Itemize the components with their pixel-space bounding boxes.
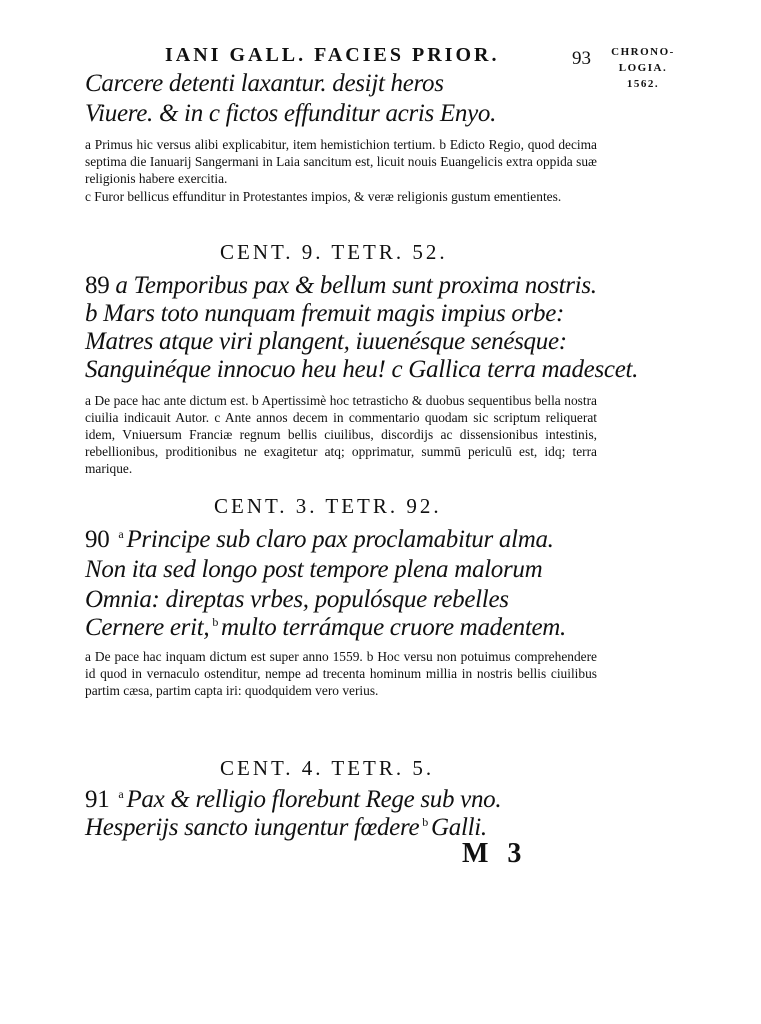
quatrain-number: 90	[85, 526, 110, 553]
verse-line	[85, 526, 554, 554]
commentary-note: a Primus hic versus alibi explicabitur, item hemistichion tertium. b Edicto Regio, quod decima septima die Ianuarij Sangermani in Laia sancitum est, licuit nouis Euangelicis extra oppida suæ religionis habere exercitia.	[85, 137, 597, 186]
verse-line	[85, 786, 501, 814]
section-heading: CENT. 9. TETR. 52.	[220, 240, 448, 264]
section-heading: CENT. 3. TETR. 92.	[214, 494, 442, 518]
margin-note-line: CHRONO-	[611, 46, 675, 58]
margin-note	[603, 44, 683, 92]
verse-text: Principe sub claro pax proclamabitur alma.	[126, 526, 554, 553]
footnote-marker: a	[118, 786, 124, 801]
margin-note-line: 1562.	[626, 78, 660, 90]
commentary-note: a De pace hac ante dictum est. b Apertissimè hoc tetrasticho & duobus sequentibus bella nostra ciuilia indicauit Autor. c Ante annos decem in commentario quodam sic scriptum reliquerat idem, Vniuersum Franciæ regnum bellis ciuilibus, discordijs ac dissensionibus intestinis, rebellionibus, proditionibus ne exagitetur atq; opprimatur, summū periculū est, idq; terra marique.	[85, 393, 597, 476]
verse-line: Carcere detenti laxantur. desijt heros	[85, 70, 444, 97]
verse-line	[85, 814, 487, 842]
commentary-note: a De pace hac inquam dictum est super anno 1559. b Hoc versu non potuimus comprehendere id quod in vernaculo ostenditur, nempe ad trecenta hominum millia in nostris bellis ciuilibus partim cæsa, partim capta iri: quodquidem vero verius.	[85, 649, 597, 698]
page-number: 93	[572, 48, 591, 69]
running-head: IANI GALL. FACIES PRIOR.	[165, 44, 500, 66]
verse-text: a Temporibus pax & bellum sunt proxima nostris.	[115, 272, 597, 299]
verse-text: multo terrámque cruore madentem.	[221, 614, 566, 641]
verse-text: Pax & relligio florebunt Rege sub vno.	[126, 786, 502, 813]
footnote-marker: a	[118, 526, 124, 541]
verse-line: Omnia: direptas vrbes, populósque rebelles	[85, 586, 509, 613]
quatrain-number: 91	[85, 786, 110, 813]
verse-line: Sanguinéque innocuo heu heu! c Gallica terra madescet.	[85, 356, 639, 383]
verse-line: Viuere. & in c fictos effunditur acris Enyo.	[85, 100, 497, 127]
verse-line	[85, 272, 597, 300]
verse-line: Non ita sed longo post tempore plena malorum	[85, 556, 543, 583]
signature-mark: M 3	[462, 838, 528, 869]
footnote-marker: b	[422, 814, 428, 829]
verse-line: Matres atque viri plangent, iuuenésque senésque:	[85, 328, 567, 355]
quatrain-number: 89	[85, 272, 110, 299]
margin-note-line: LOGIA.	[618, 62, 668, 74]
verse-line	[85, 614, 566, 642]
verse-text: Cernere erit,	[85, 614, 210, 641]
commentary-note: c Furor bellicus effunditur in Protestantes impios, & veræ religionis gustum ementientes.	[85, 189, 562, 204]
section-heading: CENT. 4. TETR. 5.	[220, 756, 435, 780]
verse-line: b Mars toto nunquam fremuit magis impius orbe:	[85, 300, 565, 327]
verse-text: Galli.	[430, 814, 487, 841]
footnote-marker: b	[212, 614, 219, 629]
verse-text: Hesperijs sancto iungentur fœdere	[85, 814, 420, 841]
